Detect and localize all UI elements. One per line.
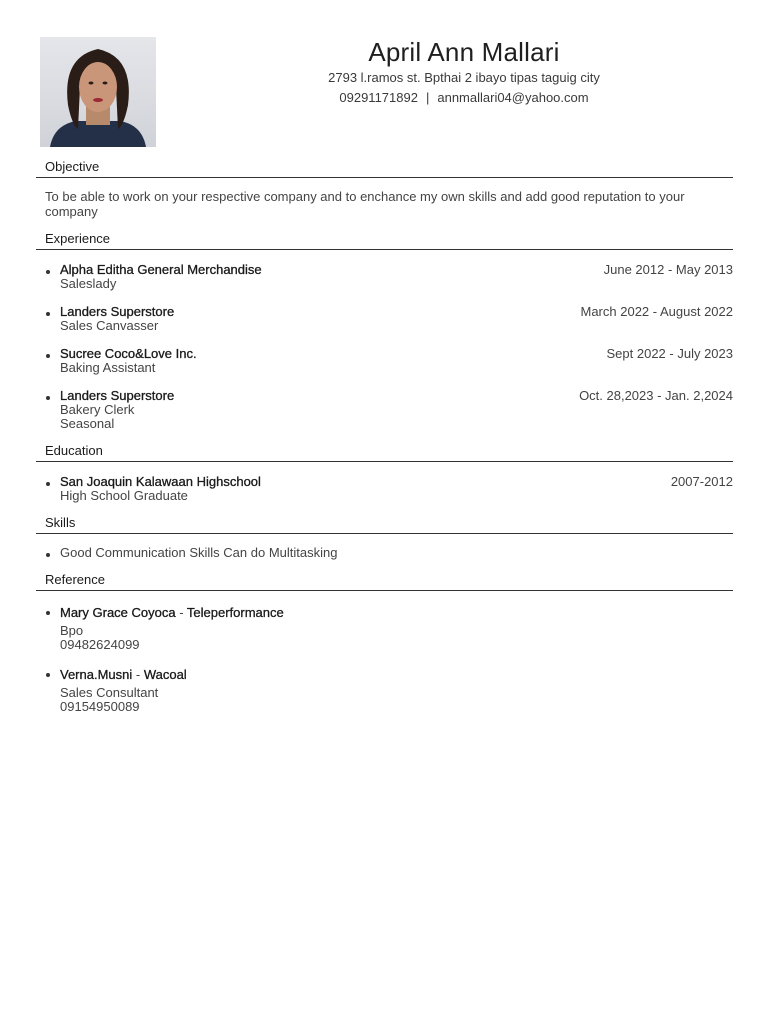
degree: High School Graduate <box>60 488 188 503</box>
education-list <box>36 475 733 503</box>
section-title-reference: Reference <box>36 570 733 591</box>
skill-text: Good Communication Skills Can do Multitasking <box>60 545 338 560</box>
company-name: Landers Superstore <box>60 388 175 403</box>
reference-company: Wacoal <box>143 667 187 682</box>
date-range: Oct. 28,2023 - Jan. 2,2024 <box>579 388 733 403</box>
objective-section <box>36 157 733 219</box>
reference-phone: 09154950089 <box>60 699 140 714</box>
skills-section <box>36 513 733 560</box>
reference-name: Verna.Musni <box>60 667 133 682</box>
date-range: June 2012 - May 2013 <box>603 262 733 277</box>
company-name: Sucree Coco&Love Inc. <box>60 346 197 361</box>
company-name: Landers Superstore <box>60 304 175 319</box>
section-title-skills: Skills <box>36 513 733 534</box>
experience-item <box>36 305 733 333</box>
reference-section <box>36 570 733 714</box>
experience-section <box>36 229 733 431</box>
experience-item <box>36 389 733 431</box>
date-range: 2007-2012 <box>670 474 733 489</box>
date-range: March 2022 - August 2022 <box>580 304 733 319</box>
address: 2793 l.ramos st. Bpthai 2 ibayo tipas taguig city <box>328 70 600 85</box>
reference-list <box>36 604 733 714</box>
reference-detail: Bpo <box>60 623 84 638</box>
job-title: Sales Canvasser <box>60 318 159 333</box>
contact-separator: | <box>425 90 430 105</box>
reference-company: Teleperformance <box>186 605 284 620</box>
reference-item <box>36 604 733 652</box>
profile-photo <box>40 37 156 147</box>
email-address[interactable]: annmallari04@yahoo.com <box>437 90 589 105</box>
experience-list <box>36 263 733 431</box>
date-range: Sept 2022 - July 2023 <box>606 346 733 361</box>
reference-phone: 09482624099 <box>60 637 140 652</box>
job-title: Saleslady <box>60 276 117 291</box>
education-item <box>36 475 733 503</box>
section-title-objective: Objective <box>36 157 733 178</box>
reference-name: Mary Grace Coyoca <box>60 605 176 620</box>
experience-item <box>36 347 733 375</box>
school-name: San Joaquin Kalawaan Highschool <box>60 474 261 489</box>
reference-item <box>36 666 733 714</box>
applicant-name: April Ann Mallari <box>368 37 560 67</box>
reference-dash: - <box>175 605 187 620</box>
section-title-experience: Experience <box>36 229 733 250</box>
experience-item <box>36 263 733 291</box>
contact-line <box>160 88 768 108</box>
company-name: Alpha Editha General Merchandise <box>60 262 262 277</box>
education-section <box>36 441 733 503</box>
resume-header <box>160 36 768 108</box>
job-note: Seasonal <box>60 416 115 431</box>
skill-item <box>36 546 733 560</box>
skills-list <box>36 546 733 560</box>
job-title: Bakery Clerk <box>60 402 135 417</box>
reference-dash: - <box>132 667 144 682</box>
reference-detail: Sales Consultant <box>60 685 159 700</box>
job-title: Baking Assistant <box>60 360 156 375</box>
objective-text: To be able to work on your respective company and to enchance my own skills and add good reputation to your company <box>45 189 685 219</box>
phone-number: 09291171892 <box>339 90 418 105</box>
section-title-education: Education <box>36 441 733 462</box>
